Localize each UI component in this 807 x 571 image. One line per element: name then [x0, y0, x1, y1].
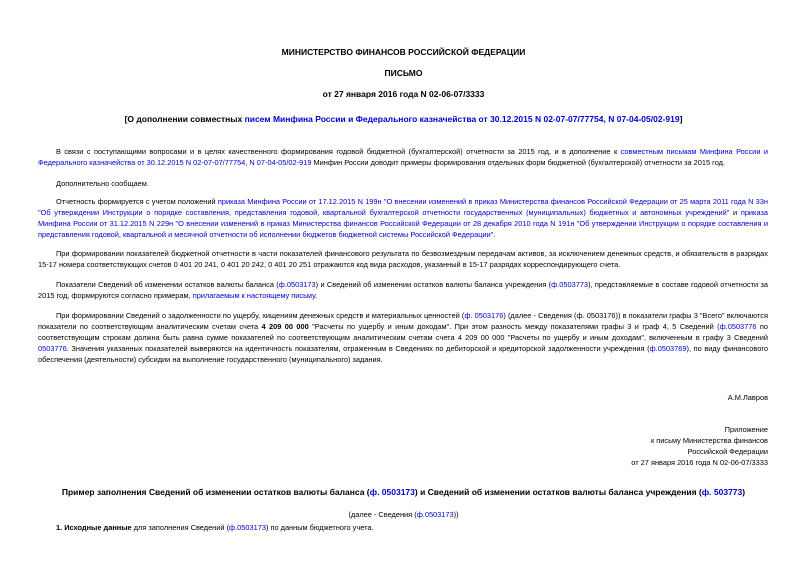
paragraph-2	[38, 178, 768, 189]
paragraph-5	[38, 279, 768, 301]
para6-text-a: При формировании Сведений о задолженности по ущербу, хищениям денежных средств и материальных ценностей (	[56, 311, 465, 320]
para6-link-4[interactable]: ф.0503769	[649, 344, 687, 353]
doc-date-heading: от 27 января 2016 года N 02-06-07/3333	[322, 89, 485, 99]
signature: А.М.Лавров	[727, 393, 768, 402]
appendix-block	[631, 424, 768, 468]
para6-link-2[interactable]: (ф.0503776	[717, 322, 757, 331]
para6-text-c: "Расчеты по ущербу и иным доходам". При этом разность между показателями графы 3 и граф 4, 5 Сведений	[308, 322, 718, 331]
ministry-heading: МИНИСТЕРСТВО ФИНАНСОВ РОССИЙСКОЙ ФЕДЕРАЦИИ	[281, 47, 526, 57]
para3-text-c: .	[493, 230, 496, 239]
para5-text-b: ) и Сведений об изменении остатков валюты баланса учреждения (	[315, 280, 552, 289]
para6-account: 4 209 00 000	[261, 322, 309, 331]
para1-text-b: Минфин России доводит примеры формирования отдельных форм бюджетной (бухгалтерской) отчетности за 2015 год.	[311, 158, 726, 167]
para5-text-d: .	[315, 291, 318, 300]
paragraph-4	[38, 248, 768, 270]
para3-link-2[interactable]: приказа Минфина России от 31.12.2015 N 229н "О внесении изменений в приказ Министерства финансов Российской Федерации от 28 декабря 2010 года N 191н "Об утверждении Инструкции о порядке составления и представления годовой, квартальной и месячной отчетности об исполнении бюджетов бюджетной системы Российской Федерации"	[38, 208, 768, 239]
para3-text-a: Отчетность формируется с учетом положений	[56, 197, 218, 206]
subject-link[interactable]: писем Минфина России и Федерального казначейства от 30.12.2015 N 02-07-07/77754, N 07-04-05/02-919	[244, 114, 680, 124]
para5-link-2[interactable]: ф.0503773	[551, 280, 589, 289]
point1-text-a: для заполнения Сведений (	[131, 523, 230, 532]
para4-text: При формировании показателей бюджетной отчетности в части показателей финансового результата по безвозмездным передачам активов, за исключением денежных средств, и обязательств в разрядах 15-17 номера соответствующих счетов 0 401 20 241, 0 401 20 242, 0 401 20 251 отражаются код вида расходов, указанный в 15-17 разрядах корреспондирующего счета.	[38, 249, 768, 269]
subject-suffix: ]	[679, 114, 683, 124]
para5-link-1[interactable]: ф.0503173	[278, 280, 316, 289]
point1-label: 1. Исходные данные	[56, 523, 132, 532]
para6-link-1[interactable]: ф. 0503176	[464, 311, 504, 320]
example-sub-text-b: ))	[453, 510, 459, 519]
example-title-text-c: )	[742, 487, 746, 497]
appendix-line-4: от 27 января 2016 года N 02-06-07/3333	[631, 458, 768, 467]
example-subtitle	[0, 510, 807, 519]
point-1	[56, 523, 374, 532]
para6-text-e: . Значения указанных показателей выверяются на идентичность показателям, отраженным в Сведениях по дебиторской и кредиторской задолженности учреждения (	[66, 344, 650, 353]
para6-link-3[interactable]: 0503776	[38, 344, 67, 353]
doc-type-heading: ПИСЬМО	[384, 68, 423, 78]
para6-text-f: ), по виду финансового обеспечения (деятельности) субсидии на выполнение государственного (муниципального) задания.	[38, 344, 768, 364]
para1-text-a: В связи с поступающими вопросами и в целях качественного формирования годовой бюджетной (бухгалтерской) отчетности за 2015 год, и в дополнение к	[56, 147, 621, 156]
subject-prefix: [О дополнении совместных	[124, 114, 245, 124]
para5-link-3[interactable]: прилагаемым к настоящему письму	[192, 291, 316, 300]
example-title-link-1[interactable]: ф. 0503173	[369, 487, 415, 497]
paragraph-3	[38, 196, 768, 240]
para2-text: Дополнительно сообщаем.	[56, 179, 149, 188]
para5-text-a: Показатели Сведений об изменении остатков валюты баланса (	[56, 280, 279, 289]
example-sub-text-a: (далее - Сведения (	[348, 510, 417, 519]
appendix-line-3: Российской Федерации	[687, 447, 768, 456]
para3-text-b: и	[729, 208, 741, 217]
example-title	[0, 487, 807, 497]
point1-link[interactable]: ф.0503173	[229, 523, 266, 532]
para3-link-1[interactable]: приказа Минфина России от 17.12.2015 N 199н "О внесении изменений в приказ Министерства финансов Российской Федерации от 25 марта 2011 года N 33н "Об утверждении Инструкции о порядке составления, представления годовой, квартальной бухгалтерской отчетности государственных (муниципальных) бюджетных и автономных учреждений"	[38, 197, 768, 217]
example-title-text-b: ) и Сведений об изменении остатков валюты баланса учреждения (	[414, 487, 702, 497]
subject-line	[20, 114, 787, 124]
example-title-link-2[interactable]: ф. 503773	[701, 487, 743, 497]
example-sub-link[interactable]: ф.0503173	[416, 510, 454, 519]
paragraph-1	[38, 146, 768, 168]
para5-text-c: ), представляемые в составе годовой отчетности за 2015 год, формируются согласно примерам,	[38, 280, 768, 300]
example-title-text-a: Пример заполнения Сведений об изменении остатков валюты баланса (	[61, 487, 370, 497]
appendix-line-2: к письму Министерства финансов	[651, 436, 768, 445]
point1-text-b: ) по данным бюджетного учета.	[265, 523, 374, 532]
paragraph-6	[38, 310, 768, 365]
para6-text-d: по соответствующим строкам должна быть равна сумме показателей по соответствующим аналитическим счетам счета 4 209 00 000 "Расчеты по ущербу и иным доходам", включенным в графу 3 Сведений	[38, 322, 769, 342]
para6-text-b: ) (далее - Сведения (ф. 0503176)) в показатели графы 3 "Всего" включаются показатели по соответствующим аналитическим счетам счета	[38, 311, 768, 331]
para1-link[interactable]: совместным письмам Минфина России и Федерального казначейства от 30.12.2015 N 02-07-07/77754, N 07-04-05/02-919	[38, 147, 768, 167]
appendix-line-1: Приложение	[724, 425, 768, 434]
